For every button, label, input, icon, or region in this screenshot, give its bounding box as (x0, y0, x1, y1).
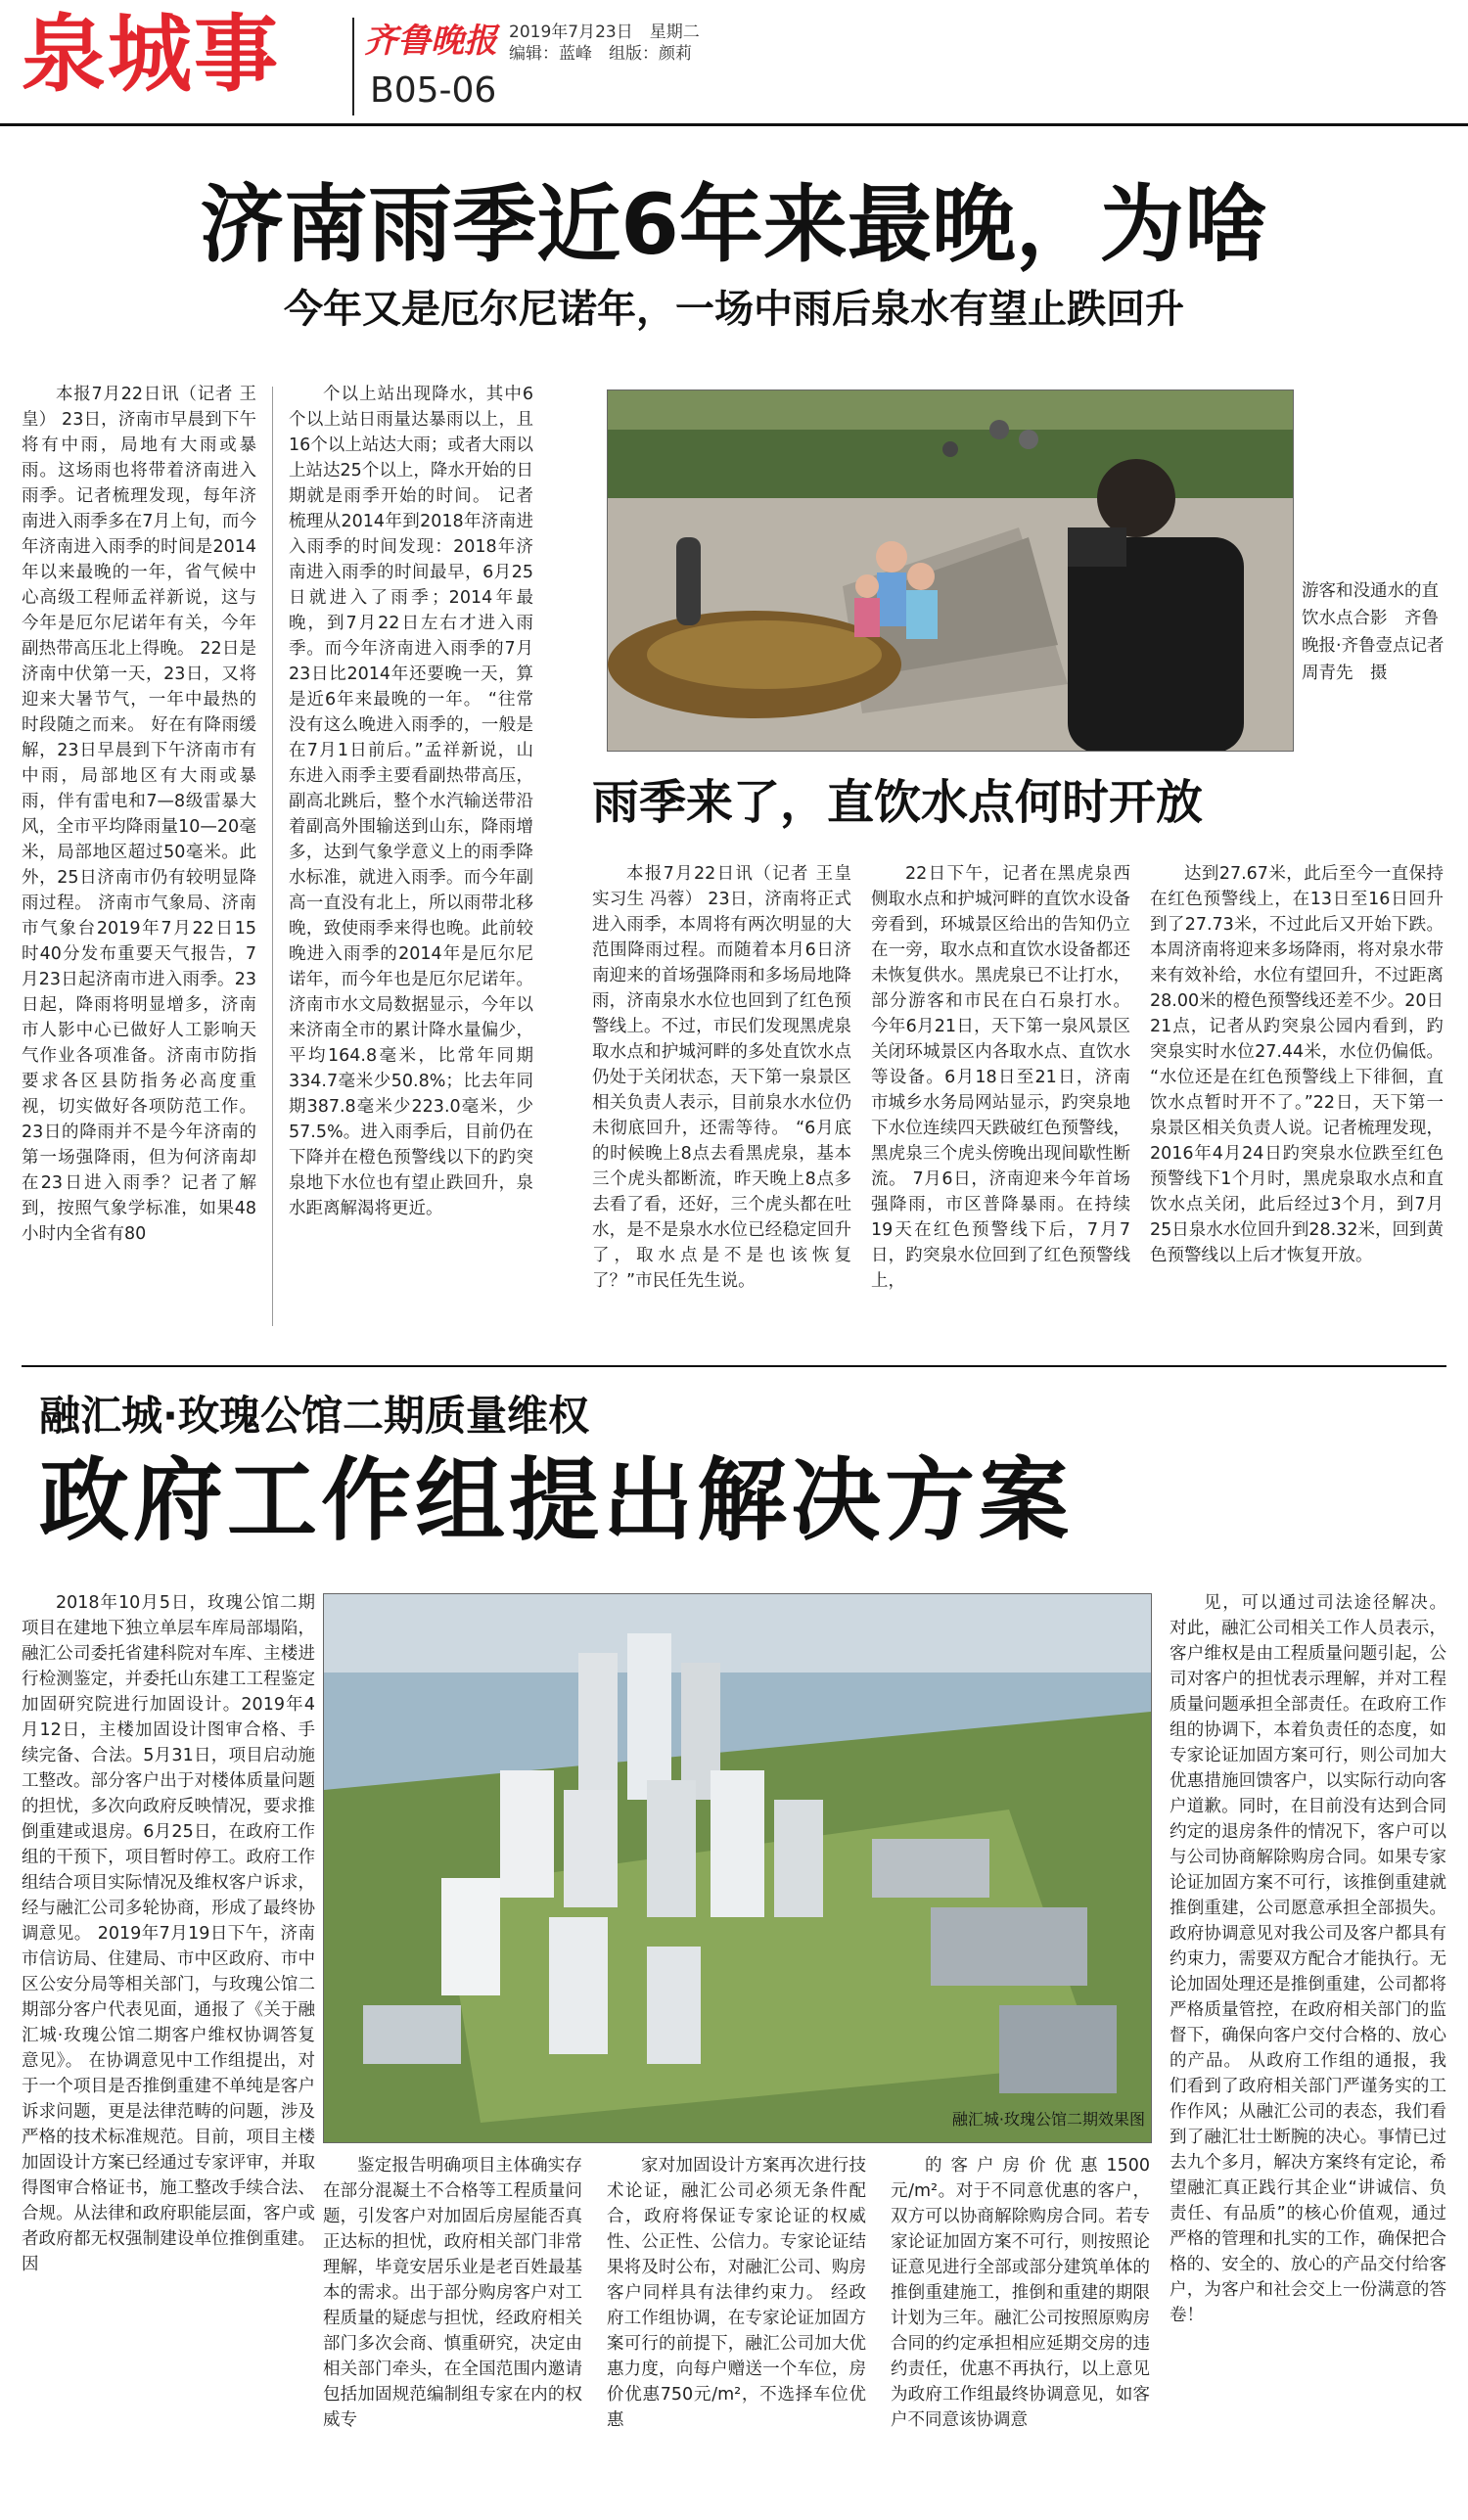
story3-column-3 (607, 2153, 866, 2505)
newspaper-logo: 齐鲁晚报 (364, 22, 497, 61)
masthead-meta (509, 22, 700, 65)
story1-text-1: 本报7月22日讯（记者 王皇） 23日，济南市早晨到下午将有中雨，局地有大雨或暴雨。这场雨也将带着济南进入雨季。记者梳理发现，每年济南进入雨季多在7月上旬，而今年济南进入雨季的时间是2014年以来最晚的一年，省气候中心高级工程师孟祥新说，这与今年是厄尔尼诺年有关，今年副热带高压北上得晚。 22日是济南中伏第一天，23日，又将迎来大暑节气，一年中最热的时段随之而来。 好在有降雨缓解，23日早晨到下午济南市有中雨，局部地区有大雨或暴雨，伴有雷电和7—8级雷暴大风，全市平均降雨量10—20毫米，局部地区超过50毫米。此外，25日济南市仍有较明显降雨过程。 济南市气象局、济南市气象台2019年7月22日15时40分发布重要天气报告，7月23日起济南市进入雨季。23日起，降雨将明显增多，济南市人影中心已做好人工影响天气作业各项准备。济南市防指要求各区县防指务必高度重视，切实做好各项防范工作。 23日的降雨并不是今年济南的第一场强降雨，但为何济南却在23日进入雨季？记者了解到，按照气象学标准，如果48小时内全省有80 (22, 385, 256, 1244)
story3-text-4: 的客户房价优惠1500元/m²。对于不同意优惠的客户，双方可以协商解除购房合同。若专家论证加固方案不可行，则按照论证意见进行全部或部分建筑单体的推倒重建施工，推倒和重建的期限计划为三年。融汇公司按照原购房合同的约定承担相应延期交房的违约责任，优惠不再执行，以上意见为政府工作组最终协调意见，如客户不同意该协调意 (891, 2156, 1150, 2430)
story2-text-3: 达到27.67米，此后至今一直保持在红色预警线上，在13日至16日回升到了27.73米，不过此后又开始下跌。本周济南将迎来多场降雨，将对泉水带来有效补给，水位有望回升，不过距离28.00米的橙色预警线还差不少。20日21点，记者从趵突泉公园内看到，趵突泉实时水位27.44米，水位仍偏低。 “水位还是在红色预警线上下徘徊，直饮水点暂时开不了。”22日，天下第一泉景区相关负责人说。记者梳理发现，2016年4月24日趵突泉水位跌至红色预警线下1个月时，黑虎泉取水点和直饮水点关闭，此后经过3个月，到7月25日泉水水位回升到28.32米，回到黄色预警线以上后才恢复开放。 (1150, 864, 1444, 1265)
story1-subhead: 今年又是厄尔尼诺年，一场中雨后泉水有望止跌回升 (284, 287, 1184, 332)
issue-date: 2019年7月23日 星期二 (509, 23, 700, 42)
story1-headline: 济南雨季近6年来最晚，为啥 (200, 176, 1268, 274)
story3-headline: 政府工作组提出解决方案 (39, 1448, 1074, 1553)
column-divider (272, 387, 273, 1326)
story2-column-1 (592, 861, 851, 1336)
story3-text-1: 2018年10月5日，玫瑰公馆二期项目在建地下独立单层车库局部塌陷，融汇公司委托省建科院对车库、主楼进行检测鉴定，并委托山东建工工程鉴定加固研究院进行加固设计。2019年4月12日，主楼加固设计图审合格、手续完备、合法。5月31日，项目启动施工整改。部分客户出于对楼体质量问题的担忧，多次向政府反映情况，要求推倒重建或退房。6月25日，在政府工作组的干预下，项目暂时停工。政府工作组结合项目实际情况及维权客户诉求，经与融汇公司多轮协商，形成了最终协调意见。 2019年7月19日下午，济南市信访局、住建局、市中区政府、市中区公安分局等相关部门，与玫瑰公馆二期部分客户代表见面，通报了《关于融汇城·玫瑰公馆二期客户维权协调答复意见》。 在协调意见中工作组提出，对于一个项目是否推倒重建不单纯是客户诉求问题，更是法律范畴的问题，涉及严格的技术标准规范。目前，项目主楼加固设计方案已经通过专家评审，并取得图审合格证书，施工整改手续合法、合规。从法律和政府职能层面，客户或者政府都无权强制建设单位推倒重建。因 (22, 1593, 315, 2274)
story2-column-3 (1150, 861, 1444, 1336)
story2-text-2: 22日下午，记者在黑虎泉西侧取水点和护城河畔的直饮水设备旁看到，环城景区给出的告知仍立在一旁，取水点和直饮水设备都还未恢复供水。黑虎泉已不让打水，部分游客和市民在白石泉打水。 今年6月21日，天下第一泉风景区关闭环城景区内各取水点、直饮水等设备。6月18日至21日，济南市城乡水务局网站显示，趵突泉地下水位连续四天跌破红色预警线，黑虎泉三个虎头傍晚出现间歇性断流。 7月6日，济南迎来今年首场强降雨，市区普降暴雨。在持续19天在红色预警线下后，7月7日，趵突泉水位回到了红色预警线上， (871, 864, 1130, 1291)
story3-column-2 (323, 2153, 582, 2505)
editor-credit: 编辑：蓝峰 组版：颜莉 (509, 44, 692, 64)
tourists-photo-caption: 游客和没通水的直饮水点合影 齐鲁晚报·齐鲁壹点记者 周青先 摄 (1302, 581, 1445, 683)
story3-text-3: 家对加固设计方案再次进行技术论证，融汇公司必须无条件配合，政府将保证专家论证的权威性、公正性、公信力。专家论证结果将及时公布，对融汇公司、购房客户同样具有法律约束力。 经政府工作组协调，在专家论证加固方案可行的前提下，融汇公司加大优惠力度，向每户赠送一个车位，房价优惠750元/m²，不选择车位优惠 (607, 2156, 866, 2430)
photo-illustration (608, 390, 1293, 751)
story3-column-1 (22, 1590, 315, 2505)
section-rule (22, 1365, 1446, 1367)
story1-column-2 (289, 382, 533, 1331)
story3-column-5 (1170, 1590, 1446, 2505)
story2-column-2 (871, 861, 1130, 1336)
page-number: B05-06 (370, 70, 497, 111)
rendering-illustration (324, 1594, 1151, 2142)
story3-kicker: 融汇城·玫瑰公馆二期质量维权 (39, 1392, 589, 1440)
tourists-photo (607, 389, 1294, 752)
project-rendering (323, 1593, 1152, 2143)
masthead-divider (352, 18, 354, 115)
story1-column-1 (22, 382, 256, 1331)
section-title: 泉城事 (22, 6, 280, 104)
rendering-caption: 融汇城·玫瑰公馆二期效果图 (951, 2110, 1145, 2129)
story3-text-5: 见，可以通过司法途径解决。 对此，融汇公司相关工作人员表示，客户维权是由工程质量问题引起，公司对客户的担忧表示理解，并对工程质量问题承担全部责任。在政府工作组的协调下，本着负责任的态度，如专家论证加固方案可行，则公司加大优惠措施回馈客户，以实际行动向客户道歉。同时，在目前没有达到合同约定的退房条件的情况下，客户可以与公司协商解除购房合同。如果专家论证加固方案不可行，该推倒重建就推倒重建，公司愿意承担全部损失。政府协调意见对我公司及客户都具有约束力，需要双方配合才能执行。无论加固处理还是推倒重建，公司都将严格质量管控，在政府相关部门的监督下，确保向客户交付合格的、放心的产品。 从政府工作组的通报，我们看到了政府相关部门严谨务实的工作作风；从融汇公司的表态，我们看到了融汇壮士断腕的决心。事情已过去九个多月，解决方案终有定论，希望融汇真正践行其企业“讲诚信、负责任、有品质”的核心价值观，通过严格的管理和扎实的工作，确保把合格的、安全的、放心的产品交付给客户，为客户和社会交上一份满意的答卷！ (1170, 1593, 1446, 2325)
story2-headline: 雨季来了，直饮水点何时开放 (592, 775, 1204, 830)
story3-column-4 (891, 2153, 1150, 2505)
masthead-rule (0, 123, 1468, 126)
story3-text-2: 鉴定报告明确项目主体确实存在部分混凝土不合格等工程质量问题，引发客户对加固后房屋能否真正达标的担忧，政府相关部门非常理解，毕竟安居乐业是老百姓最基本的需求。出于部分购房客户对工程质量的疑虑与担忧，经政府相关部门多次会商、慎重研究，决定由相关部门牵头，在全国范围内邀请包括加固规范编制组专家在内的权威专 (323, 2156, 582, 2430)
story2-text-1: 本报7月22日讯（记者 王皇 实习生 冯蓉） 23日，济南将正式进入雨季，本周将有两次明显的大范围降雨过程。而随着本月6日济南迎来的首场强降雨和多场局地降雨，济南泉水水位也回到了红色预警线上。不过，市民们发现黑虎泉取水点和护城河畔的多处直饮水点仍处于关闭状态，天下第一泉景区相关负责人表示，目前泉水水位仍未彻底回升，还需等待。 “6月底的时候晚上8点去看黑虎泉，基本三个虎头都断流，昨天晚上8点多去看了看，还好，三个虎头都在吐水，是不是泉水水位已经稳定回升了，取水点是不是也该恢复了？”市民任先生说。 (592, 864, 851, 1291)
story1-text-2: 个以上站出现降水，其中6个以上站日雨量达暴雨以上，且16个以上站达大雨；或者大雨以上站达25个以上，降水开始的日期就是雨季开始的时间。 记者梳理从2014年到2018年济南进入雨季的时间发现：2018年济南进入雨季的时间最早，6月25日就进入了雨季；2014年最晚，到7月22日左右才进入雨季。而今年济南进入雨季的7月23日比2014年还要晚一天，算是近6年来最晚的一年。 “往常没有这么晚进入雨季的，一般是在7月1日前后。”孟祥新说，山东进入雨季主要看副热带高压，副高北跳后，整个水汽输送带沿着副高外围输送到山东，降雨增多，达到气象学意义上的雨季降水标准，就进入雨季。而今年副高一直没有北上，所以雨带北移晚，致使雨季来得也晚。此前较晚进入雨季的2014年是厄尔尼诺年，而今年也是厄尔尼诺年。 济南市水文局数据显示，今年以来济南全市的累计降水量偏少，平均164.8毫米，比常年同期334.7毫米少50.8%；比去年同期387.8毫米少223.0毫米，少57.5%。进入雨季后，目前仍在下降并在橙色预警线以下的趵突泉地下水位也有望止跌回升，泉水距离解渴将更近。 (289, 385, 533, 1218)
